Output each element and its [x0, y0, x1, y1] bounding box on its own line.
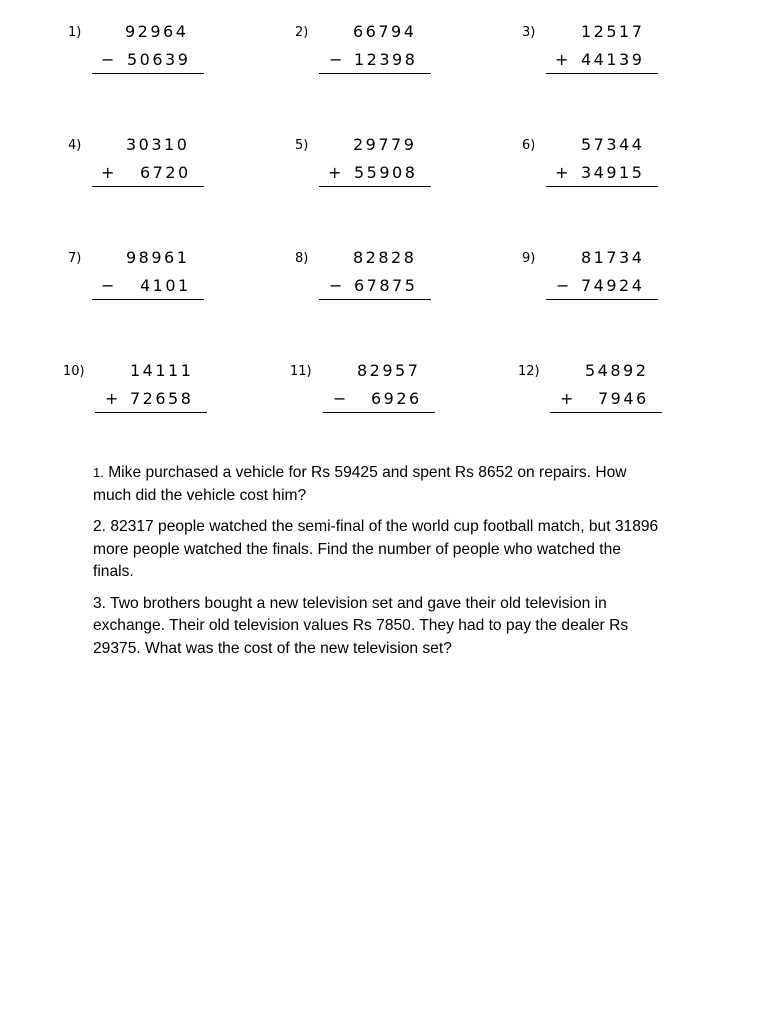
word-problem-text: Two brothers bought a new television set and gave their old television in exchange. Their old television values Rs 7850. They had to pay the dealer Rs 29375. What was the cost of the new television set?: [93, 594, 629, 657]
answer-line: [546, 73, 658, 74]
problem-operator: −: [556, 276, 570, 295]
word-problem-number: 1.: [93, 465, 104, 480]
problem-top-number: 92964: [125, 22, 189, 41]
problem-top-number: 66794: [353, 22, 417, 41]
answer-line: [319, 299, 431, 300]
problem-top-number: 14111: [130, 361, 194, 380]
problem-bottom-number: 50639: [127, 50, 191, 69]
problem-label: 9): [522, 251, 536, 266]
problem-bottom-number: 34915: [581, 163, 645, 182]
answer-line: [550, 412, 662, 413]
answer-line: [319, 73, 431, 74]
problem-operator: −: [101, 50, 115, 69]
answer-line: [323, 412, 435, 413]
word-problem-1: [93, 462, 663, 507]
word-problems: [93, 462, 663, 669]
problem-top-number: 98961: [126, 248, 190, 267]
problem-label: 3): [522, 25, 536, 40]
answer-line: [319, 186, 431, 187]
answer-line: [92, 299, 204, 300]
problem-top-number: 54892: [585, 361, 649, 380]
problem-label: 12): [518, 364, 540, 379]
problem-top-number: 30310: [126, 135, 190, 154]
word-problem-2: [93, 516, 663, 584]
word-problem-text: 82317 people watched the semi-final of the world cup football match, but 31896 more people watched the finals. Find the number of people who watched the finals.: [93, 518, 659, 580]
problem-operator: +: [560, 389, 574, 408]
problem-label: 11): [290, 364, 312, 379]
problem-bottom-number: 6926: [371, 389, 422, 408]
problem-bottom-number: 72658: [130, 389, 194, 408]
problem-top-number: 81734: [581, 248, 645, 267]
problem-bottom-number: 4101: [140, 276, 191, 295]
answer-line: [546, 299, 658, 300]
problem-label: 4): [68, 138, 82, 153]
problem-label: 6): [522, 138, 536, 153]
problem-bottom-number: 12398: [354, 50, 418, 69]
problem-top-number: 57344: [581, 135, 645, 154]
problem-bottom-number: 74924: [581, 276, 645, 295]
problem-label: 5): [295, 138, 309, 153]
problem-operator: −: [333, 389, 347, 408]
problem-operator: +: [105, 389, 119, 408]
problem-bottom-number: 44139: [581, 50, 645, 69]
problem-label: 8): [295, 251, 309, 266]
problem-operator: −: [329, 276, 343, 295]
answer-line: [95, 412, 207, 413]
problem-operator: +: [328, 163, 342, 182]
problem-label: 1): [68, 25, 82, 40]
word-problem-3: [93, 593, 663, 661]
problem-bottom-number: 7946: [598, 389, 649, 408]
problem-top-number: 82957: [357, 361, 421, 380]
problem-operator: −: [101, 276, 115, 295]
problem-label: 10): [63, 364, 85, 379]
problem-bottom-number: 67875: [354, 276, 418, 295]
problem-operator: +: [555, 163, 569, 182]
problem-bottom-number: 55908: [354, 163, 418, 182]
problem-top-number: 12517: [581, 22, 645, 41]
problem-bottom-number: 6720: [140, 163, 191, 182]
answer-line: [92, 73, 204, 74]
problem-operator: +: [101, 163, 115, 182]
answer-line: [92, 186, 204, 187]
problem-operator: +: [555, 50, 569, 69]
problem-label: 7): [68, 251, 82, 266]
word-problem-text: Mike purchased a vehicle for Rs 59425 and spent Rs 8652 on repairs. How much did the vehicle cost him?: [93, 464, 627, 504]
word-problem-number: 3.: [93, 594, 107, 612]
problem-operator: −: [329, 50, 343, 69]
word-problem-number: 2.: [93, 518, 107, 535]
problem-label: 2): [295, 25, 309, 40]
problem-top-number: 29779: [353, 135, 417, 154]
problem-top-number: 82828: [353, 248, 417, 267]
answer-line: [546, 186, 658, 187]
